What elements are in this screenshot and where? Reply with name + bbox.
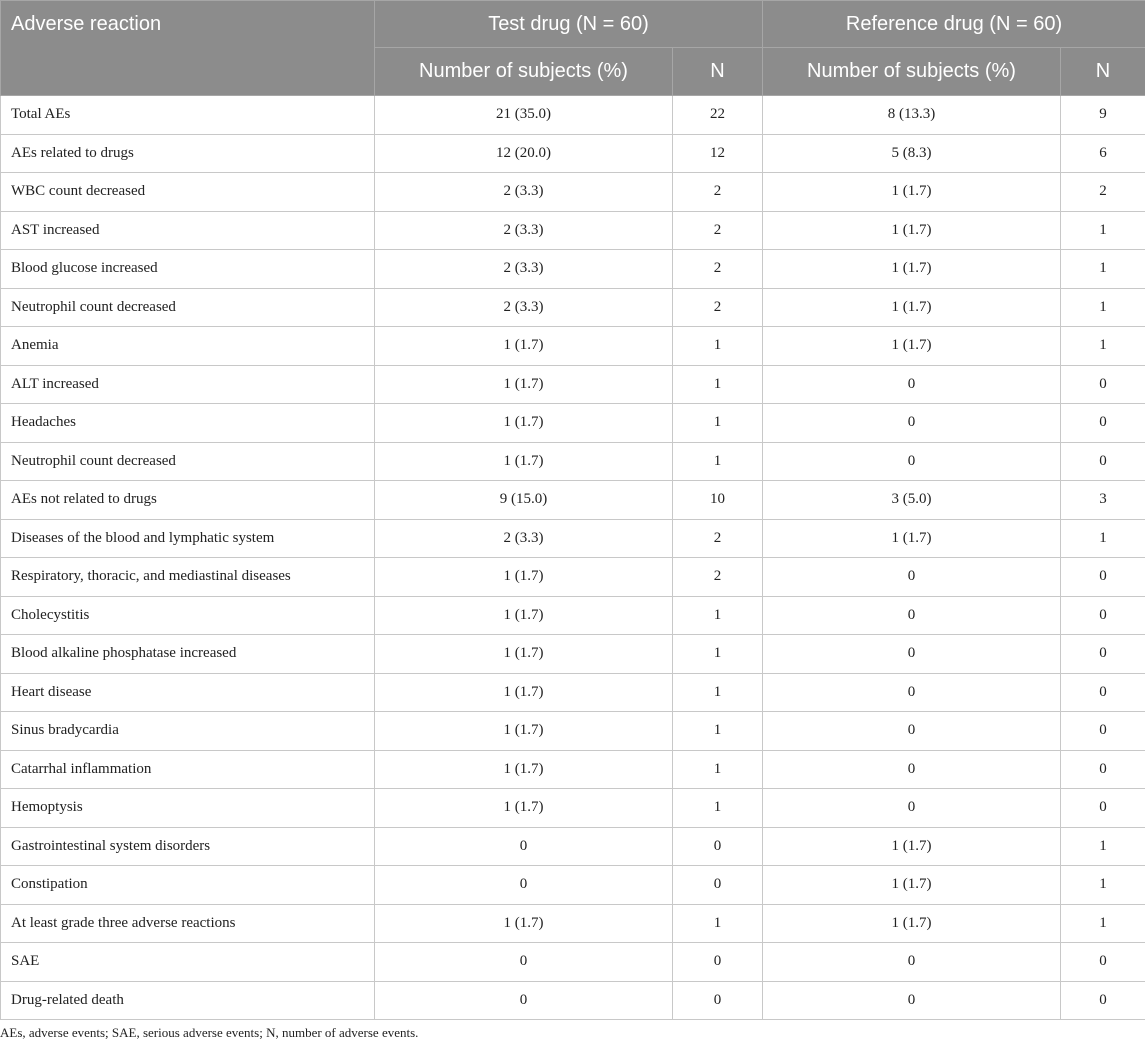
- ref-n-cell: 0: [1061, 750, 1145, 789]
- table-row: [1, 635, 1145, 674]
- table-row: [1, 96, 1145, 135]
- ref-subjects-cell: 1 (1.7): [763, 827, 1061, 866]
- row-label: Heart disease: [1, 673, 375, 712]
- test-n-cell: 1: [673, 327, 763, 366]
- ref-n-cell: 0: [1061, 789, 1145, 828]
- test-subjects-cell: 1 (1.7): [375, 789, 673, 828]
- ref-subjects-cell: 0: [763, 981, 1061, 1020]
- ref-n-cell: 0: [1061, 442, 1145, 481]
- test-subjects-cell: 1 (1.7): [375, 712, 673, 751]
- table-row: [1, 211, 1145, 250]
- ref-n-cell: 1: [1061, 827, 1145, 866]
- ref-subjects-cell: 1 (1.7): [763, 866, 1061, 905]
- header-ref-subjects: Number of subjects (%): [763, 48, 1061, 96]
- test-subjects-cell: 9 (15.0): [375, 481, 673, 520]
- table-row: [1, 404, 1145, 443]
- ref-subjects-cell: 1 (1.7): [763, 904, 1061, 943]
- ref-n-cell: 0: [1061, 365, 1145, 404]
- test-subjects-cell: 1 (1.7): [375, 404, 673, 443]
- header-adverse-reaction: Adverse reaction: [1, 1, 375, 96]
- ref-subjects-cell: 0: [763, 404, 1061, 443]
- row-label: Gastrointestinal system disorders: [1, 827, 375, 866]
- ref-subjects-cell: 0: [763, 365, 1061, 404]
- test-subjects-cell: 2 (3.3): [375, 211, 673, 250]
- row-label: Catarrhal inflammation: [1, 750, 375, 789]
- test-n-cell: 2: [673, 250, 763, 289]
- row-label: AST increased: [1, 211, 375, 250]
- ref-subjects-cell: 0: [763, 558, 1061, 597]
- table-row: [1, 827, 1145, 866]
- ref-n-cell: 1: [1061, 519, 1145, 558]
- table-row: [1, 173, 1145, 212]
- row-label: Blood alkaline phosphatase increased: [1, 635, 375, 674]
- test-n-cell: 1: [673, 712, 763, 751]
- ref-subjects-cell: 0: [763, 596, 1061, 635]
- header-test-n: N: [673, 48, 763, 96]
- test-subjects-cell: 2 (3.3): [375, 173, 673, 212]
- test-n-cell: 1: [673, 365, 763, 404]
- row-label: SAE: [1, 943, 375, 982]
- ref-n-cell: 0: [1061, 673, 1145, 712]
- test-n-cell: 1: [673, 635, 763, 674]
- table-row: [1, 750, 1145, 789]
- table-row: [1, 558, 1145, 597]
- row-label: AEs not related to drugs: [1, 481, 375, 520]
- row-label: Respiratory, thoracic, and mediastinal diseases: [1, 558, 375, 597]
- row-label: Sinus bradycardia: [1, 712, 375, 751]
- header-test-drug: Test drug (N = 60): [375, 1, 763, 48]
- row-label: Drug-related death: [1, 981, 375, 1020]
- table-row: [1, 365, 1145, 404]
- row-label: Constipation: [1, 866, 375, 905]
- test-n-cell: 1: [673, 904, 763, 943]
- test-n-cell: 1: [673, 442, 763, 481]
- test-subjects-cell: 0: [375, 943, 673, 982]
- ref-subjects-cell: 1 (1.7): [763, 288, 1061, 327]
- table-row: [1, 250, 1145, 289]
- table-row: [1, 904, 1145, 943]
- ref-subjects-cell: 1 (1.7): [763, 519, 1061, 558]
- test-n-cell: 1: [673, 596, 763, 635]
- table-row: [1, 673, 1145, 712]
- table-footnote: AEs, adverse events; SAE, serious adverse events; N, number of adverse events.: [0, 1025, 419, 1040]
- ref-subjects-cell: 1 (1.7): [763, 173, 1061, 212]
- ref-subjects-cell: 5 (8.3): [763, 134, 1061, 173]
- ref-n-cell: 0: [1061, 712, 1145, 751]
- test-subjects-cell: 1 (1.7): [375, 750, 673, 789]
- ref-subjects-cell: 0: [763, 943, 1061, 982]
- table-row: [1, 519, 1145, 558]
- ref-n-cell: 1: [1061, 327, 1145, 366]
- test-n-cell: 22: [673, 96, 763, 135]
- ref-n-cell: 0: [1061, 635, 1145, 674]
- test-subjects-cell: 12 (20.0): [375, 134, 673, 173]
- table-header: [1, 1, 1145, 96]
- test-subjects-cell: 1 (1.7): [375, 904, 673, 943]
- test-n-cell: 2: [673, 173, 763, 212]
- table-row: [1, 712, 1145, 751]
- test-n-cell: 0: [673, 981, 763, 1020]
- ref-subjects-cell: 1 (1.7): [763, 250, 1061, 289]
- ref-n-cell: 1: [1061, 250, 1145, 289]
- ref-subjects-cell: 0: [763, 789, 1061, 828]
- table-row: [1, 481, 1145, 520]
- row-label: Neutrophil count decreased: [1, 442, 375, 481]
- test-n-cell: 1: [673, 750, 763, 789]
- test-subjects-cell: 0: [375, 981, 673, 1020]
- table-row: [1, 442, 1145, 481]
- ref-n-cell: 1: [1061, 904, 1145, 943]
- table-body: [1, 96, 1145, 1020]
- ref-n-cell: 0: [1061, 981, 1145, 1020]
- table-row: [1, 789, 1145, 828]
- test-subjects-cell: 1 (1.7): [375, 558, 673, 597]
- ref-subjects-cell: 0: [763, 712, 1061, 751]
- header-test-subjects: Number of subjects (%): [375, 48, 673, 96]
- ref-subjects-cell: 0: [763, 673, 1061, 712]
- test-n-cell: 2: [673, 211, 763, 250]
- ref-subjects-cell: 1 (1.7): [763, 211, 1061, 250]
- ref-subjects-cell: 3 (5.0): [763, 481, 1061, 520]
- row-label: At least grade three adverse reactions: [1, 904, 375, 943]
- ref-subjects-cell: 8 (13.3): [763, 96, 1061, 135]
- test-n-cell: 2: [673, 288, 763, 327]
- table-row: [1, 943, 1145, 982]
- ref-n-cell: 9: [1061, 96, 1145, 135]
- ref-n-cell: 1: [1061, 211, 1145, 250]
- ref-subjects-cell: 0: [763, 442, 1061, 481]
- table-row: [1, 981, 1145, 1020]
- row-label: Cholecystitis: [1, 596, 375, 635]
- row-label: Neutrophil count decreased: [1, 288, 375, 327]
- test-subjects-cell: 1 (1.7): [375, 365, 673, 404]
- test-n-cell: 0: [673, 827, 763, 866]
- table-row: [1, 288, 1145, 327]
- row-label: ALT increased: [1, 365, 375, 404]
- row-label: Diseases of the blood and lymphatic system: [1, 519, 375, 558]
- ref-n-cell: 0: [1061, 596, 1145, 635]
- test-n-cell: 1: [673, 789, 763, 828]
- test-n-cell: 2: [673, 519, 763, 558]
- header-row-groups: [1, 1, 1145, 48]
- table-row: [1, 866, 1145, 905]
- test-n-cell: 0: [673, 866, 763, 905]
- row-label: WBC count decreased: [1, 173, 375, 212]
- ref-subjects-cell: 0: [763, 635, 1061, 674]
- ref-n-cell: 2: [1061, 173, 1145, 212]
- test-n-cell: 2: [673, 558, 763, 597]
- header-ref-n: N: [1061, 48, 1145, 96]
- ref-n-cell: 0: [1061, 404, 1145, 443]
- row-label: Blood glucose increased: [1, 250, 375, 289]
- test-subjects-cell: 2 (3.3): [375, 288, 673, 327]
- test-n-cell: 12: [673, 134, 763, 173]
- test-subjects-cell: 1 (1.7): [375, 442, 673, 481]
- test-subjects-cell: 0: [375, 866, 673, 905]
- ref-subjects-cell: 0: [763, 750, 1061, 789]
- row-label: AEs related to drugs: [1, 134, 375, 173]
- ref-n-cell: 1: [1061, 866, 1145, 905]
- ref-n-cell: 6: [1061, 134, 1145, 173]
- test-subjects-cell: 1 (1.7): [375, 673, 673, 712]
- ref-subjects-cell: 1 (1.7): [763, 327, 1061, 366]
- header-reference-drug: Reference drug (N = 60): [763, 1, 1145, 48]
- test-subjects-cell: 1 (1.7): [375, 635, 673, 674]
- test-subjects-cell: 1 (1.7): [375, 327, 673, 366]
- row-label: Hemoptysis: [1, 789, 375, 828]
- table-row: [1, 327, 1145, 366]
- test-subjects-cell: 1 (1.7): [375, 596, 673, 635]
- test-subjects-cell: 0: [375, 827, 673, 866]
- test-n-cell: 1: [673, 404, 763, 443]
- table-row: [1, 134, 1145, 173]
- test-subjects-cell: 2 (3.3): [375, 519, 673, 558]
- table-row: [1, 596, 1145, 635]
- row-label: Total AEs: [1, 96, 375, 135]
- test-subjects-cell: 21 (35.0): [375, 96, 673, 135]
- test-n-cell: 0: [673, 943, 763, 982]
- ref-n-cell: 0: [1061, 943, 1145, 982]
- ref-n-cell: 0: [1061, 558, 1145, 597]
- ref-n-cell: 1: [1061, 288, 1145, 327]
- ref-n-cell: 3: [1061, 481, 1145, 520]
- row-label: Anemia: [1, 327, 375, 366]
- test-subjects-cell: 2 (3.3): [375, 250, 673, 289]
- test-n-cell: 10: [673, 481, 763, 520]
- row-label: Headaches: [1, 404, 375, 443]
- test-n-cell: 1: [673, 673, 763, 712]
